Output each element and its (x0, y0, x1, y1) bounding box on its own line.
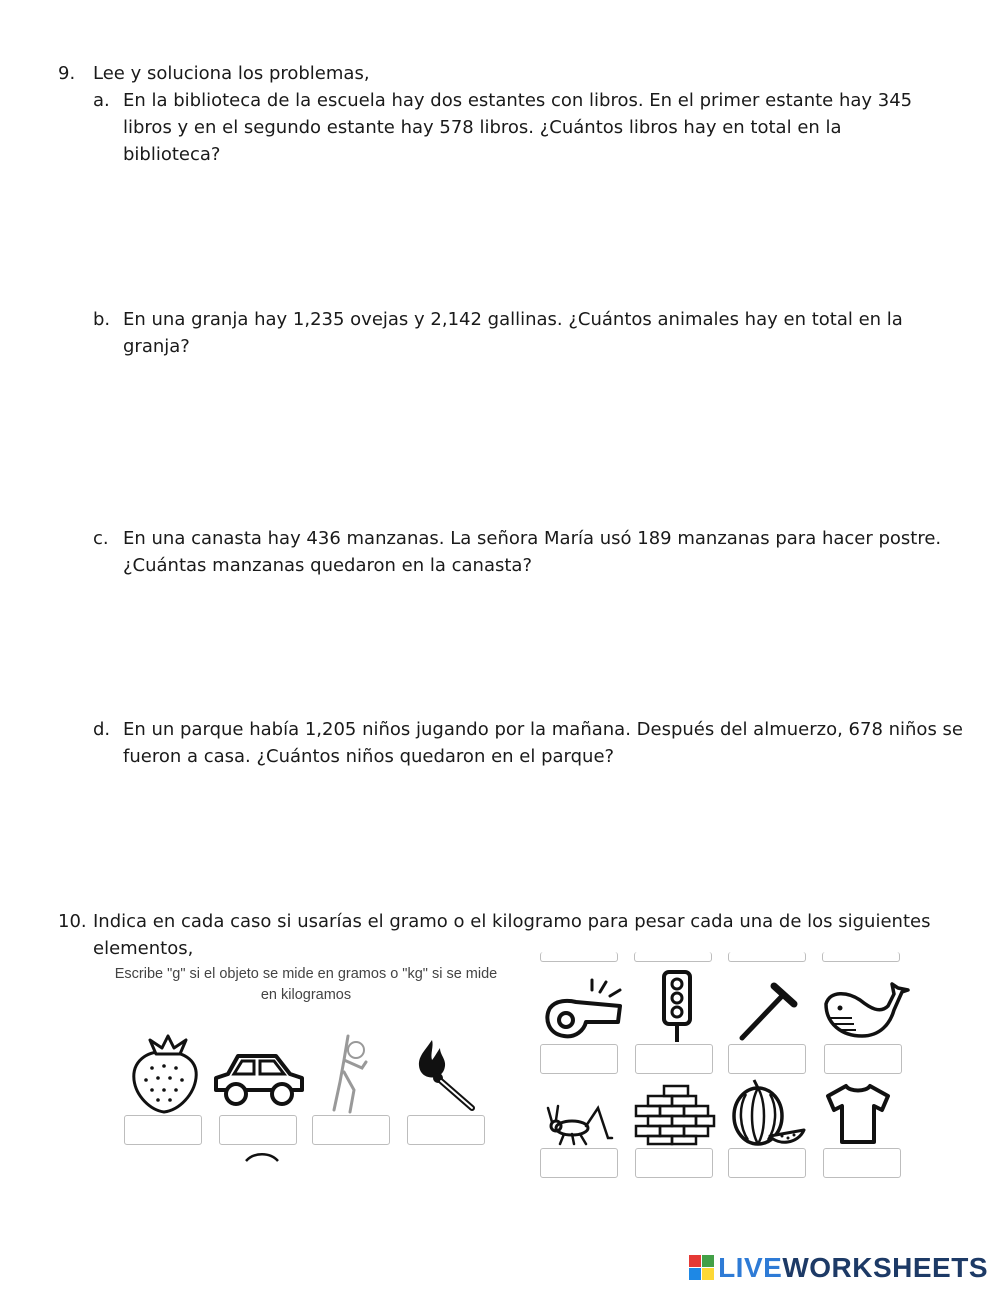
answer-box-whistle[interactable] (540, 1044, 618, 1074)
car-icon (210, 1046, 308, 1108)
brick-wall-icon (634, 1084, 716, 1146)
item-c-text: En una canasta hay 436 manzanas. La señora María usó 189 manzanas para hacer postre. ¿Cuántas manzanas quedaron en la canasta? (123, 528, 942, 576)
whale-icon (822, 982, 910, 1040)
match-icon (410, 1036, 476, 1112)
answer-box-person[interactable] (312, 1115, 390, 1145)
nail-icon (736, 980, 798, 1042)
answer-box-strawberry[interactable] (124, 1115, 202, 1145)
strawberry-icon (128, 1034, 206, 1114)
partial-icon (244, 1152, 280, 1162)
item-b-text: En una granja hay 1,235 ovejas y 2,142 gallinas. ¿Cuántos animales hay en total en la granja? (123, 309, 903, 357)
liveworksheets-logo (689, 1252, 988, 1284)
question-title: Lee y soluciona los problemas, (93, 63, 370, 84)
answer-box-nail[interactable] (728, 1044, 806, 1074)
partial-box-1 (540, 952, 618, 962)
answer-box-whale[interactable] (824, 1044, 902, 1074)
grasshopper-icon (546, 1104, 614, 1146)
question-text: Indica en cada caso si usarías el gramo o el kilogramo para pesar cada una de los siguientes elementos, (93, 911, 931, 959)
watermelon-icon (730, 1078, 806, 1148)
question-number: 10. (58, 911, 87, 932)
logo-mark-icon (689, 1255, 715, 1281)
answer-box-grasshopper[interactable] (540, 1148, 618, 1178)
answer-box-watermelon[interactable] (728, 1148, 806, 1178)
answer-box-brick-wall[interactable] (635, 1148, 713, 1178)
tshirt-icon (824, 1082, 892, 1146)
item-d-letter: d. (93, 719, 111, 740)
item-a-letter: a. (93, 90, 110, 111)
whistle-icon (540, 978, 624, 1040)
item-d-text: En un parque había 1,205 niños jugando por la mañana. Después del almuerzo, 678 niños se fueron a casa. ¿Cuántos niños quedaron en el parque? (123, 719, 963, 767)
traffic-light-icon (660, 970, 694, 1044)
answer-box-traffic-light[interactable] (635, 1044, 713, 1074)
instruction-text: Escribe "g" si el objeto se mide en gramos o "kg" si se mide en kilogramos (114, 966, 498, 1003)
logo-live: LIVE (718, 1252, 783, 1283)
question-number: 9. (58, 63, 76, 84)
item-c-letter: c. (93, 528, 109, 549)
answer-box-match[interactable] (407, 1115, 485, 1145)
person-icon (326, 1032, 376, 1116)
item-b-letter: b. (93, 309, 111, 330)
answer-box-car[interactable] (219, 1115, 297, 1145)
partial-box-3 (728, 952, 806, 962)
logo-worksheets: WORKSHEETS (782, 1252, 988, 1283)
item-a-text: En la biblioteca de la escuela hay dos estantes con libros. En el primer estante hay 345 libros y en el segundo estante hay 578 libros. ¿Cuántos libros hay en total en la biblioteca? (123, 90, 913, 165)
partial-box-4 (822, 952, 900, 962)
answer-box-tshirt[interactable] (823, 1148, 901, 1178)
partial-box-2 (634, 952, 712, 962)
